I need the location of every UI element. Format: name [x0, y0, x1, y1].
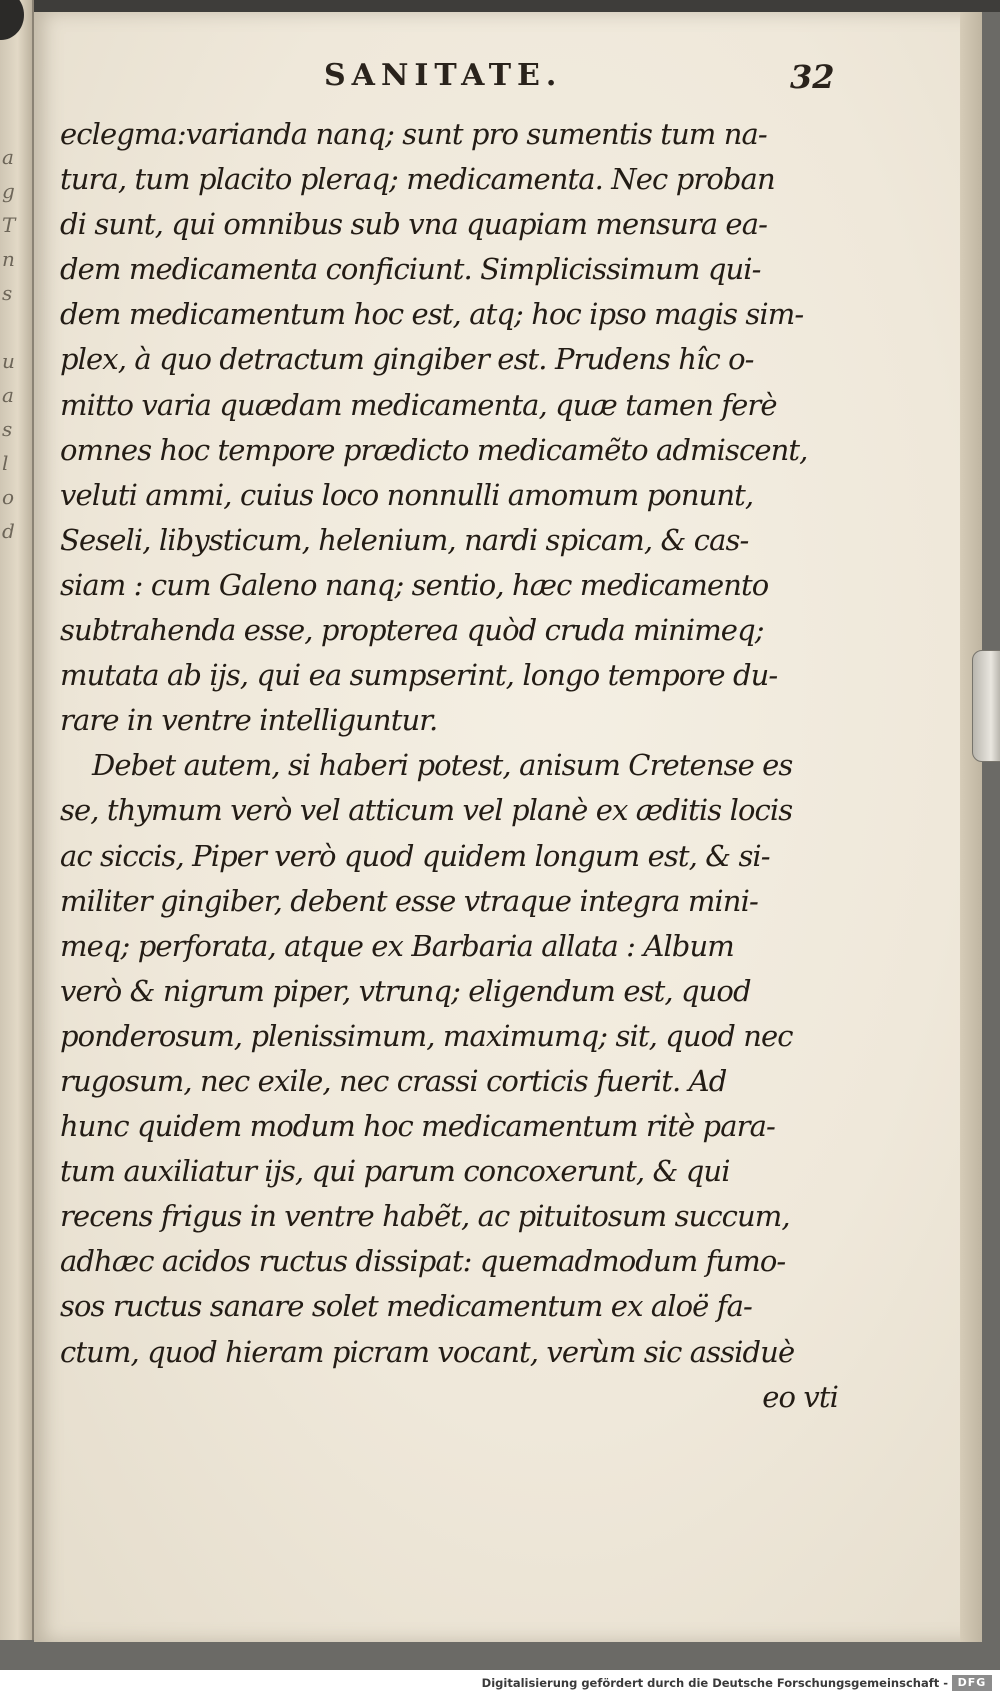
previous-page-edge [0, 0, 34, 1640]
page-header [34, 56, 982, 106]
funding-notice: Digitalisierung gefördert durch die Deutsche Forschungsgemeinschaft - [481, 1676, 948, 1690]
text-line: hunc quidem modum hoc medicamentum ritè para- [60, 1109, 775, 1144]
text-line: ctum, quod hieram picram vocant, verùm sic assiduè [60, 1334, 795, 1369]
text-line: omnes hoc tempore prædicto medicamẽto admiscent, [60, 432, 808, 467]
scanner-top-edge [0, 0, 1000, 12]
text-line: militer gingiber, debent esse vtraque integra mini- [60, 883, 758, 918]
text-line: tum auxiliatur ijs, qui parum concoxerunt, & qui [60, 1154, 730, 1189]
text-line: subtrahenda esse, propterea quòd cruda minimeq; [60, 613, 764, 648]
text-line: se, thymum verò vel atticum vel planè ex æditis locis [60, 793, 793, 828]
text-line: tura, tum placito pleraq; medicamenta. Nec proban [60, 162, 775, 197]
page-number: 32 [790, 58, 835, 96]
running-head: SANITATE. [324, 58, 563, 93]
text-line: ponderosum, plenissimum, maximumq; sit, quod nec [60, 1018, 793, 1053]
text-line: ac siccis, Piper verò quod quidem longum est, & si- [60, 838, 770, 873]
text-line: recens frigus in ventre habẽt, ac pituitosum succum, [60, 1199, 790, 1234]
previous-page-fragment: a g T n s u a s l o d [2, 145, 16, 543]
dfg-logo: DFG [952, 1675, 992, 1691]
text-line: rugosum, nec exile, nec crassi corticis fuerit. Ad [60, 1063, 727, 1098]
text-line: dem medicamentum hoc est, atq; hoc ipso magis sim- [60, 297, 804, 332]
text-line: plex, à quo detractum gingiber est. Prudens hîc o- [60, 342, 754, 377]
text-line: mitto varia quædam medicamenta, quæ tamen ferè [60, 387, 777, 422]
catchword: eo vti [762, 1379, 838, 1414]
text-line: di sunt, qui omnibus sub vna quapiam mensura ea- [60, 207, 767, 242]
text-line: mutata ab ijs, qui ea sumpserint, longo tempore du- [60, 658, 778, 693]
text-line: siam : cum Galeno nanq; sentio, hæc medicamento [60, 567, 769, 602]
text-line: Seseli, libysticum, helenium, nardi spicam, & cas- [60, 522, 749, 557]
text-line: sos ructus sanare solet medicamentum ex aloë fa- [60, 1289, 752, 1324]
page-clip [972, 650, 1000, 762]
footer-bar [0, 1670, 1000, 1697]
body-text [60, 112, 840, 1420]
text-line: veluti ammi, cuius loco nonnulli amomum ponunt, [60, 477, 754, 512]
page-fore-edge [960, 12, 982, 1642]
text-line: adhæc acidos ructus dissipat: quemadmodum fumo- [60, 1244, 786, 1279]
text-line: meq; perforata, atque ex Barbaria allata : Album [60, 928, 734, 963]
text-line: Debet autem, si haberi potest, anisum Cretense es [92, 748, 793, 783]
text-line: verò & nigrum piper, vtrunq; eligendum est, quod [60, 973, 751, 1008]
text-line: rare in ventre intelliguntur. [60, 703, 438, 738]
text-line: dem medicamenta conficiunt. Simplicissimum qui- [60, 252, 761, 287]
text-line: eclegma:varianda nanq; sunt pro sumentis tum na- [60, 117, 767, 151]
